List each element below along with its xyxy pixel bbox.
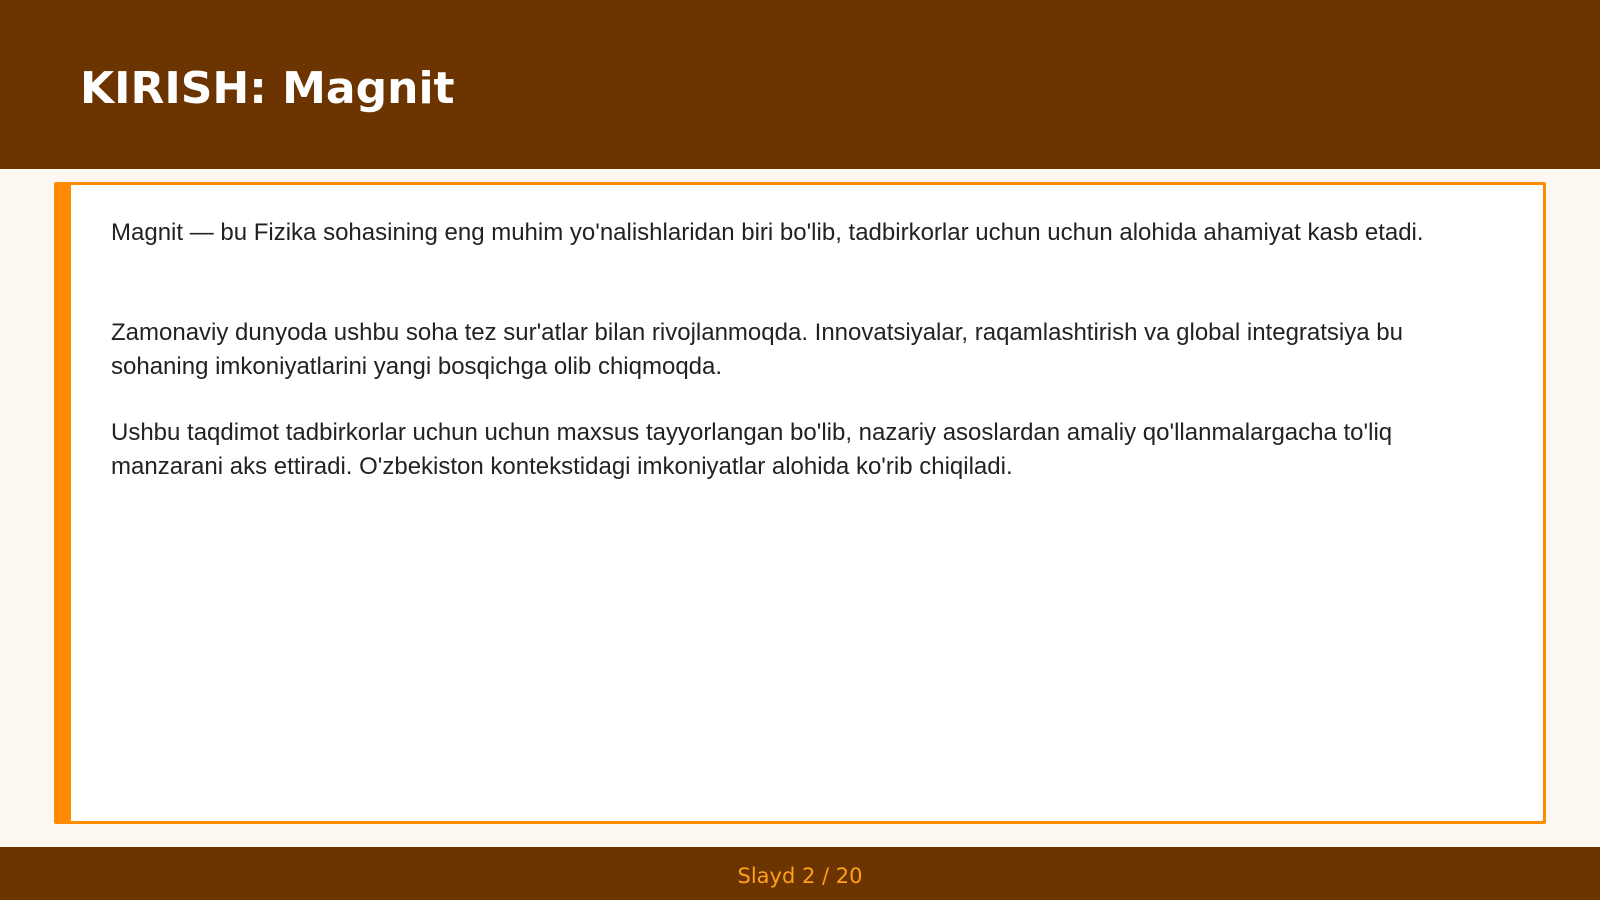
presentation-purpose-paragraph: Ushbu taqdimot tadbirkorlar uchun uchun maxsus tayyorlangan bo'lib, nazariy asoslardan amaliy qo'llanmalargacha to'liq manzarani aks ettiradi. O'zbekiston kontekstidagi imkoniyatlar alohida ko'rib chiqiladi. <box>111 419 1393 480</box>
content-panel <box>54 182 1546 824</box>
slide-header <box>0 0 1600 169</box>
modern-world-paragraph: Zamonaviy dunyoda ushbu soha tez sur'atlar bilan rivojlanmoqda. Innovatsiyalar, raqamlashtirish va global integratsiya bu sohaning imkoniyatlarini yangi bosqichga olib chiqmoqda. <box>111 319 1403 380</box>
slide-counter: Slayd 2 / 20 <box>737 864 863 888</box>
slide-title: KIRISH: Magnit <box>80 63 455 114</box>
slide-footer <box>0 847 1600 900</box>
intro-paragraph: Magnit — bu Fizika sohasining eng muhim yo'nalishlaridan biri bo'lib, tadbirkorlar uchun uchun alohida ahamiyat kasb etadi. <box>111 219 1424 246</box>
